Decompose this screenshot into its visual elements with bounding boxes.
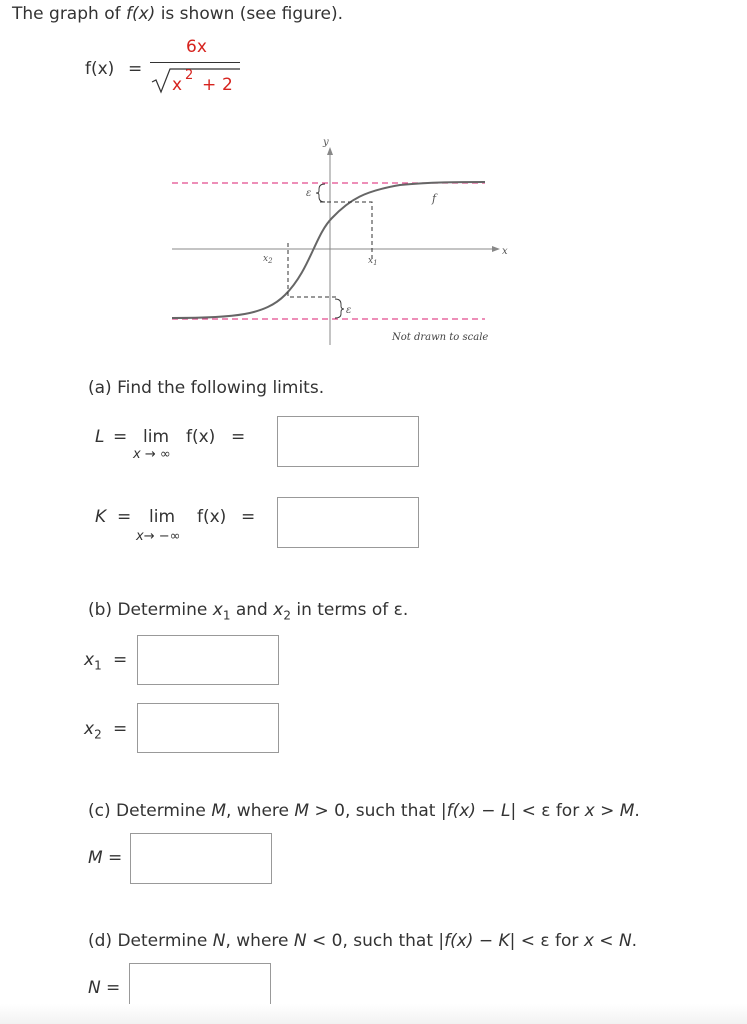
upper-epsilon-brace-icon <box>316 184 325 202</box>
part-d-pre: (d) Determine <box>88 931 213 951</box>
x1-eq: = <box>113 650 128 670</box>
M-input[interactable] <box>130 833 272 884</box>
part-c-mid: , where <box>225 801 295 821</box>
f-label: f <box>432 192 437 205</box>
y-axis-arrow-icon <box>327 147 333 155</box>
limit-L-input[interactable] <box>277 416 419 467</box>
part-b-pre: (b) Determine <box>88 600 213 620</box>
L-lim-sub: x → ∞ <box>133 447 171 462</box>
not-to-scale-note: Not drawn to scale <box>392 332 489 343</box>
part-d-end: . <box>631 931 638 951</box>
K-eq2: = <box>241 507 256 527</box>
part-d-cond-text: < 0, such that | <box>306 931 445 951</box>
M-eq: = <box>108 848 123 868</box>
part-d-N: N <box>212 931 226 951</box>
part-b-x1-sub: 1 <box>222 608 231 623</box>
L-fx: f(x) <box>186 427 216 447</box>
y-axis-label: y <box>323 137 329 148</box>
L-eq2: = <box>231 427 246 447</box>
radicand-plus: + <box>202 75 217 95</box>
lower-epsilon-brace-icon <box>335 299 344 318</box>
K-eq: = <box>117 507 132 527</box>
bottom-fade <box>0 1004 747 1024</box>
intro-suffix: is shown (see figure). <box>155 4 343 24</box>
intro-func: f(x) <box>125 4 156 24</box>
intro-prefix: The graph of <box>12 4 126 24</box>
part-d-N2: N <box>618 931 632 951</box>
part-c-pre: (c) Determine <box>88 801 212 821</box>
x2-var-letter: x <box>84 719 95 739</box>
part-c-L: L <box>500 801 511 821</box>
radicand-const: 2 <box>222 75 233 95</box>
M-var: M <box>88 848 103 868</box>
L-eq: = <box>113 427 128 447</box>
limit-K-input[interactable] <box>277 497 419 548</box>
part-c-cond: M <box>294 801 310 821</box>
part-b-heading <box>88 600 408 622</box>
part-d-x: x <box>583 931 594 951</box>
x-axis-label: x <box>502 246 508 257</box>
part-d-tail2: | < ε for <box>509 931 584 951</box>
part-a-heading: (a) Find the following limits. <box>88 378 325 398</box>
K-lim: lim <box>149 507 176 527</box>
K-var: K <box>95 507 107 527</box>
part-c-heading <box>88 801 640 821</box>
part-c-tail3: > <box>594 801 620 821</box>
x2-var <box>84 719 102 741</box>
part-d-tail1: − <box>473 931 499 951</box>
part-c-M2: M <box>619 801 635 821</box>
radicand-var: x <box>172 75 183 95</box>
part-d-K: K <box>498 931 510 951</box>
part-c-tail2: | < ε for <box>510 801 585 821</box>
N-var: N <box>88 978 101 998</box>
x2-eq: = <box>113 719 128 739</box>
L-lim: lim <box>143 427 170 447</box>
x1-var <box>84 650 102 672</box>
intro-text <box>12 4 343 24</box>
x1-var-sub: 1 <box>94 658 102 673</box>
part-d-tail3: < <box>593 931 619 951</box>
graph-figure <box>160 125 520 360</box>
part-d-mid: , where <box>225 931 294 951</box>
fraction-bar <box>150 62 240 63</box>
x2-input[interactable] <box>137 703 279 753</box>
part-d-f: f(x) <box>444 931 474 951</box>
part-c-M: M <box>211 801 226 821</box>
N-eq: = <box>106 978 121 998</box>
upper-epsilon-box <box>320 202 372 259</box>
x1-label: $x_1$ <box>368 256 378 267</box>
part-b-x1: x <box>212 600 223 620</box>
formula-lhs: f(x) <box>85 59 115 79</box>
part-c-tail1: − <box>475 801 501 821</box>
K-lim-sub: x→ −∞ <box>136 529 181 544</box>
lower-epsilon-label: ε <box>346 305 352 316</box>
part-d-heading <box>88 931 637 951</box>
L-var: L <box>95 427 105 447</box>
radicand-exp: 2 <box>185 68 194 83</box>
formula-equals: = <box>128 59 143 79</box>
part-c-end: . <box>634 801 640 821</box>
x1-var-letter: x <box>84 650 95 670</box>
K-fx: f(x) <box>197 507 227 527</box>
x-axis-arrow-icon <box>492 246 500 252</box>
part-b-post: in terms of ε. <box>290 600 409 620</box>
part-b-x2-sub: 2 <box>283 608 291 623</box>
part-c-f: f(x) <box>446 801 476 821</box>
x2-var-sub: 2 <box>94 727 102 742</box>
part-d-cond: N <box>293 931 307 951</box>
upper-epsilon-label: ε <box>306 188 312 199</box>
x2-label: $x_2$ <box>263 254 273 265</box>
part-c-cond-text: > 0, such that | <box>309 801 447 821</box>
formula-numerator: 6x <box>186 37 207 57</box>
part-b-and: and <box>230 600 274 620</box>
part-c-x: x <box>584 801 595 821</box>
x1-input[interactable] <box>137 635 279 685</box>
part-b-x2: x <box>273 600 284 620</box>
